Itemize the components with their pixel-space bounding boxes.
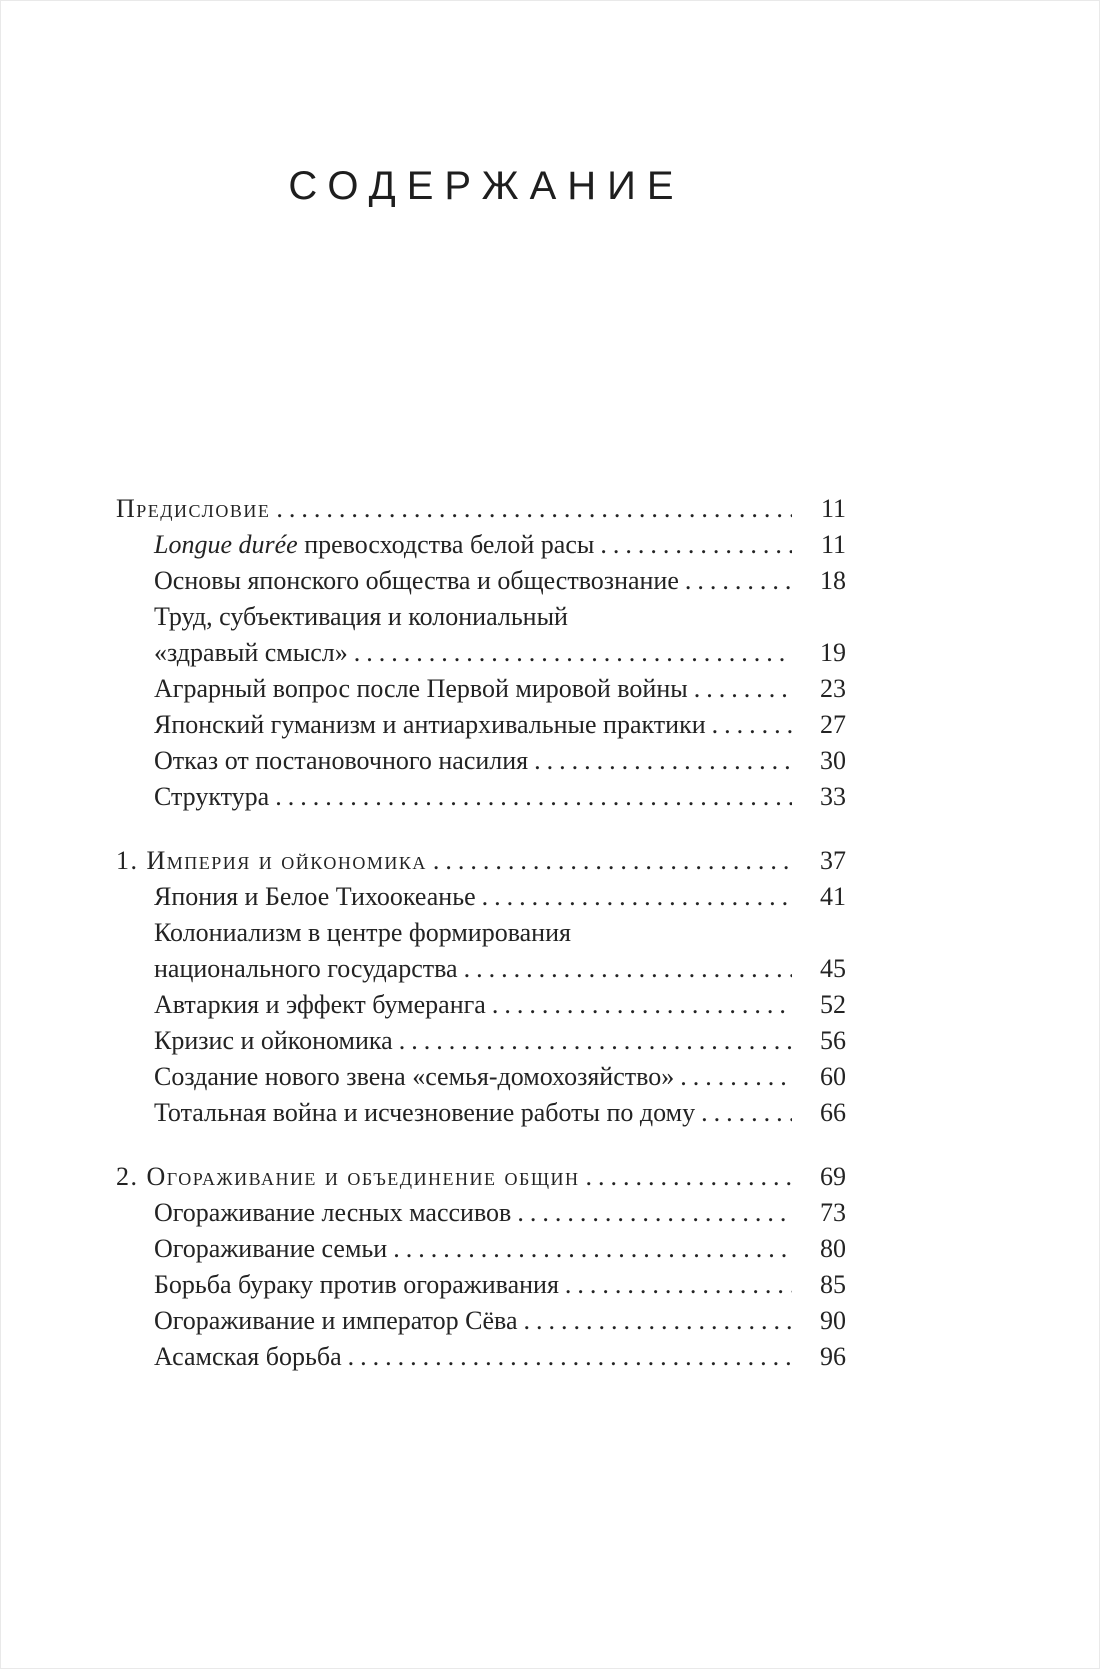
dot-leader xyxy=(524,1303,792,1339)
toc-page-number: 23 xyxy=(820,674,846,703)
dot-leader xyxy=(517,1195,792,1231)
dot-leader xyxy=(393,1231,792,1267)
toc-page-number: 52 xyxy=(820,990,846,1019)
toc-entry xyxy=(116,1195,846,1231)
toc-entry-label: Longue durée превосходства белой расы xyxy=(154,530,595,559)
toc-entry xyxy=(116,491,846,527)
toc-entry xyxy=(116,779,846,815)
toc-entry-label: 2. Огораживание и объединение общин xyxy=(116,1162,580,1191)
toc-entry-label: Асамская борьба xyxy=(154,1342,342,1371)
toc-entry-label: «здравый смысл» xyxy=(154,638,348,667)
dot-leader xyxy=(433,843,792,879)
toc-page-number: 41 xyxy=(820,882,846,911)
dot-leader xyxy=(348,1339,792,1375)
toc-entry xyxy=(116,843,846,879)
toc-entry-label: национального государства xyxy=(154,954,458,983)
dot-leader xyxy=(694,671,792,707)
dot-leader xyxy=(534,743,792,779)
toc-entry xyxy=(116,951,846,987)
toc-page-number: 96 xyxy=(820,1342,846,1371)
dot-leader xyxy=(275,779,792,815)
toc-entry xyxy=(116,1303,846,1339)
toc-page-number: 85 xyxy=(820,1270,846,1299)
toc-entry-label: Структура xyxy=(154,782,270,811)
toc-entry xyxy=(116,707,846,743)
toc-entry xyxy=(116,1339,846,1375)
toc-entry-label: Огораживание и император Сёва xyxy=(154,1306,518,1335)
toc-entry xyxy=(116,879,846,915)
toc-entry xyxy=(116,1059,846,1095)
toc-page-number: 18 xyxy=(820,566,846,595)
toc-entry-label: Борьба бураку против огораживания xyxy=(154,1270,559,1299)
toc-page-number: 27 xyxy=(820,710,846,739)
toc-entry xyxy=(116,915,846,951)
dot-leader xyxy=(492,987,792,1023)
dot-leader xyxy=(680,1059,792,1095)
dot-leader xyxy=(354,635,792,671)
dot-leader xyxy=(701,1095,792,1131)
toc-entry xyxy=(116,987,846,1023)
dot-leader xyxy=(399,1023,792,1059)
toc-entry xyxy=(116,1023,846,1059)
toc-entry xyxy=(116,563,846,599)
toc-entry-label: Предисловие xyxy=(116,494,271,523)
toc-page-number: 19 xyxy=(820,638,846,667)
dot-leader xyxy=(276,491,792,527)
toc-entry-label: Аграрный вопрос после Первой мировой войны xyxy=(154,674,688,703)
dot-leader xyxy=(712,707,792,743)
toc-entry xyxy=(116,1159,846,1195)
toc-page-number: 60 xyxy=(820,1062,846,1091)
toc-entry xyxy=(116,671,846,707)
toc-entry xyxy=(116,1231,846,1267)
toc-page-number: 33 xyxy=(820,782,846,811)
toc-entry xyxy=(116,599,846,635)
toc-page-number: 30 xyxy=(820,746,846,775)
toc-entry-label: Япония и Белое Тихоокеанье xyxy=(154,882,476,911)
dot-leader xyxy=(600,527,792,563)
dot-leader xyxy=(565,1267,792,1303)
toc-page-number: 73 xyxy=(820,1198,846,1227)
toc-page-number: 11 xyxy=(820,494,846,523)
toc-entry-label: 1. Империя и ойкономика xyxy=(116,846,427,875)
toc-entry-label: Колониализм в центре формирования xyxy=(154,918,571,947)
toc-list xyxy=(116,491,846,1375)
toc-page-number: 90 xyxy=(820,1306,846,1335)
toc-page-number: 66 xyxy=(820,1098,846,1127)
toc-entry-label: Кризис и ойкономика xyxy=(154,1026,393,1055)
toc-entry-label: Труд, субъективация и колониальный xyxy=(154,602,568,631)
toc-entry-label: Огораживание семьи xyxy=(154,1234,388,1263)
dot-leader xyxy=(586,1159,792,1195)
toc-page-number: 37 xyxy=(820,846,846,875)
toc-content xyxy=(116,1,846,1375)
toc-entry-label: Основы японского общества и обществознание xyxy=(154,566,679,595)
toc-page-number: 11 xyxy=(820,530,846,559)
toc-entry-label: Тотальная война и исчезновение работы по дому xyxy=(154,1098,696,1127)
toc-entry-label: Японский гуманизм и антиархивальные практики xyxy=(154,710,706,739)
toc-entry-label-italic: Longue durée xyxy=(154,530,298,559)
toc-entry xyxy=(116,635,846,671)
toc-entry xyxy=(116,743,846,779)
toc-page-number: 56 xyxy=(820,1026,846,1055)
toc-entry-label: Огораживание лесных массивов xyxy=(154,1198,512,1227)
toc-entry-label: Создание нового звена «семья-домохозяйство» xyxy=(154,1062,675,1091)
toc-page-number: 69 xyxy=(820,1162,846,1191)
dot-leader xyxy=(464,951,792,987)
toc-entry xyxy=(116,1095,846,1131)
toc-page-number: 80 xyxy=(820,1234,846,1263)
toc-entry-label: Автаркия и эффект бумеранга xyxy=(154,990,486,1019)
dot-leader xyxy=(685,563,792,599)
toc-entry xyxy=(116,1267,846,1303)
toc-entry-label: Отказ от постановочного насилия xyxy=(154,746,529,775)
toc-page-number: 45 xyxy=(820,954,846,983)
toc-entry xyxy=(116,527,846,563)
page-title: СОДЕРЖАНИЕ xyxy=(288,164,685,208)
dot-leader xyxy=(482,879,792,915)
